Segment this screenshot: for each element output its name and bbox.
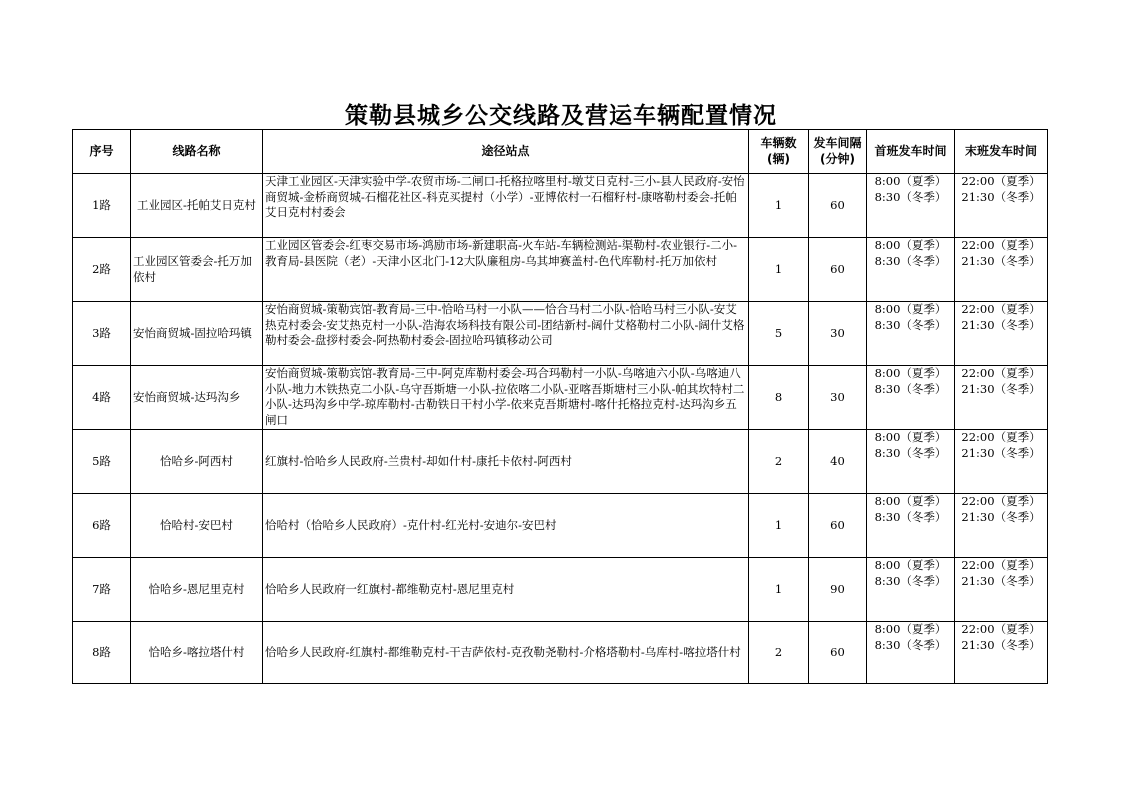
route-last-bus — [955, 366, 1048, 430]
route-vehicles: 5 — [749, 302, 809, 366]
first-bus-text: 8:00（夏季）8:30（冬季） — [874, 430, 947, 460]
route-interval: 90 — [809, 558, 867, 622]
route-seq: 3路 — [73, 302, 131, 366]
route-seq: 5路 — [73, 430, 131, 494]
route-stops: 恰哈村（恰哈乡人民政府）-克什村-红光村-安迪尔-安巴村 — [263, 494, 749, 558]
route-last-bus — [955, 494, 1048, 558]
route-vehicles: 1 — [749, 174, 809, 238]
last-bus-text: 22:00（夏季）21:30（冬季） — [961, 622, 1041, 652]
last-bus-text: 22:00（夏季）21:30（冬季） — [961, 302, 1041, 332]
route-seq: 1路 — [73, 174, 131, 238]
route-first-bus — [867, 238, 955, 302]
table-row — [73, 558, 1048, 622]
route-vehicles: 1 — [749, 494, 809, 558]
route-last-bus — [955, 558, 1048, 622]
route-seq: 2路 — [73, 238, 131, 302]
first-bus-text: 8:00（夏季）8:30（冬季） — [874, 238, 947, 268]
route-interval: 60 — [809, 238, 867, 302]
route-stops: 安怡商贸城-策勒宾馆-教育局-三中-恰哈马村一小队——恰合马村二小队-恰哈马村三小队-安艾热克村委会-安艾热克村一小队-浩海农场科技有限公司-团结新村-阔什艾格勒村二小队-阔什艾格勒村委会-盘拶村委会-阿热勒村委会-固拉哈玛镇移动公司 — [263, 302, 749, 366]
table-row — [73, 302, 1048, 366]
route-name: 工业园区-托帕艾日克村 — [131, 174, 263, 238]
route-last-bus — [955, 174, 1048, 238]
first-bus-text: 8:00（夏季）8:30（冬季） — [874, 494, 947, 524]
table-header-row — [73, 130, 1048, 174]
first-bus-text: 8:00（夏季）8:30（冬季） — [874, 558, 947, 588]
table-row — [73, 430, 1048, 494]
route-vehicles: 1 — [749, 558, 809, 622]
table-row — [73, 622, 1048, 684]
route-seq: 8路 — [73, 622, 131, 684]
header-vehicles-line2: (辆) — [767, 151, 790, 166]
route-last-bus — [955, 238, 1048, 302]
route-first-bus — [867, 494, 955, 558]
last-bus-text: 22:00（夏季）21:30（冬季） — [961, 558, 1041, 588]
route-name: 工业园区管委会-托万加依村 — [131, 238, 263, 302]
route-interval: 60 — [809, 622, 867, 684]
route-seq: 6路 — [73, 494, 131, 558]
route-name: 恰哈村-安巴村 — [131, 494, 263, 558]
last-bus-text: 22:00（夏季）21:30（冬季） — [961, 494, 1041, 524]
last-bus-text: 22:00（夏季）21:30（冬季） — [961, 238, 1041, 268]
route-stops: 工业园区管委会-红枣交易市场-鸿励市场-新建职高-火车站-车辆检测站-渠勒村-农业银行-二小-教育局-县医院（老）-天津小区北门-12大队廉租房-乌其坤赛盖村-色代库勒村-托万加依村 — [263, 238, 749, 302]
route-last-bus — [955, 430, 1048, 494]
route-stops: 天津工业园区-天津实验中学-农贸市场-二闸口-托格拉喀里村-墩艾日克村-三小-县人民政府-安怡商贸城-金桥商贸城-石榴花社区-科克买提村（小学）-亚博依村一石榴籽村-康喀勒村委会-托帕艾日克村村委会 — [263, 174, 749, 238]
header-first-bus: 首班发车时间 — [867, 130, 955, 174]
route-vehicles: 2 — [749, 622, 809, 684]
first-bus-text: 8:00（夏季）8:30（冬季） — [874, 622, 947, 652]
route-name: 安怡商贸城-固拉哈玛镇 — [131, 302, 263, 366]
first-bus-text: 8:00（夏季）8:30（冬季） — [874, 366, 947, 396]
table-row — [73, 366, 1048, 430]
route-name: 恰哈乡-喀拉塔什村 — [131, 622, 263, 684]
table-row — [73, 494, 1048, 558]
route-name: 恰哈乡-阿西村 — [131, 430, 263, 494]
header-route-name: 线路名称 — [131, 130, 263, 174]
first-bus-text: 8:00（夏季）8:30（冬季） — [874, 302, 947, 332]
route-interval: 30 — [809, 366, 867, 430]
route-first-bus — [867, 174, 955, 238]
route-first-bus — [867, 430, 955, 494]
route-seq: 4路 — [73, 366, 131, 430]
route-stops: 安怡商贸城-策勒宾馆-教育局-三中-阿克库勒村委会-玛合玛勒村一小队-乌喀迪六小队-乌喀迪八小队-地力木铁热克二小队-乌守吾斯塘一小队-拉依喀二小队-亚喀吾斯塘村三小队-帕其坎特村二小队-达玛沟乡中学-琼库勒村-古勒铁日干村小学-依来克吾斯塘村-喀什托格拉克村-达玛沟乡五闸口 — [263, 366, 749, 430]
document-title: 策勒县城乡公交线路及营运车辆配置情况 — [345, 103, 777, 129]
route-first-bus — [867, 302, 955, 366]
route-vehicles: 1 — [749, 238, 809, 302]
route-seq: 7路 — [73, 558, 131, 622]
route-last-bus — [955, 622, 1048, 684]
route-vehicles: 2 — [749, 430, 809, 494]
route-stops: 恰哈乡人民政府一红旗村-都维勒克村-恩尼里克村 — [263, 558, 749, 622]
last-bus-text: 22:00（夏季）21:30（冬季） — [961, 174, 1041, 204]
route-name: 安怡商贸城-达玛沟乡 — [131, 366, 263, 430]
route-first-bus — [867, 622, 955, 684]
last-bus-text: 22:00（夏季）21:30（冬季） — [961, 430, 1041, 460]
header-stops: 途径站点 — [263, 130, 749, 174]
header-interval-line2: (分钟) — [820, 151, 855, 166]
route-last-bus — [955, 302, 1048, 366]
route-vehicles: 8 — [749, 366, 809, 430]
header-interval-line1: 发车间隔 — [813, 136, 862, 150]
route-interval: 40 — [809, 430, 867, 494]
route-stops: 红旗村-恰哈乡人民政府-兰贵村-却如什村-康托卡依村-阿西村 — [263, 430, 749, 494]
header-vehicles — [749, 130, 809, 174]
first-bus-text: 8:00（夏季）8:30（冬季） — [874, 174, 947, 204]
header-seq: 序号 — [73, 130, 131, 174]
route-interval: 60 — [809, 174, 867, 238]
header-last-bus: 末班发车时间 — [955, 130, 1048, 174]
table-row — [73, 174, 1048, 238]
route-stops: 恰哈乡人民政府-红旗村-都维勒克村-干吉萨依村-克孜勒尧勒村-介格塔勒村-乌库村-喀拉塔什村 — [263, 622, 749, 684]
route-interval: 30 — [809, 302, 867, 366]
route-first-bus — [867, 366, 955, 430]
route-name: 恰哈乡-恩尼里克村 — [131, 558, 263, 622]
route-interval: 60 — [809, 494, 867, 558]
header-vehicles-line1: 车辆数 — [760, 136, 797, 150]
route-first-bus — [867, 558, 955, 622]
header-interval — [809, 130, 867, 174]
last-bus-text: 22:00（夏季）21:30（冬季） — [961, 366, 1041, 396]
table-row — [73, 238, 1048, 302]
bus-route-table — [72, 129, 1048, 684]
